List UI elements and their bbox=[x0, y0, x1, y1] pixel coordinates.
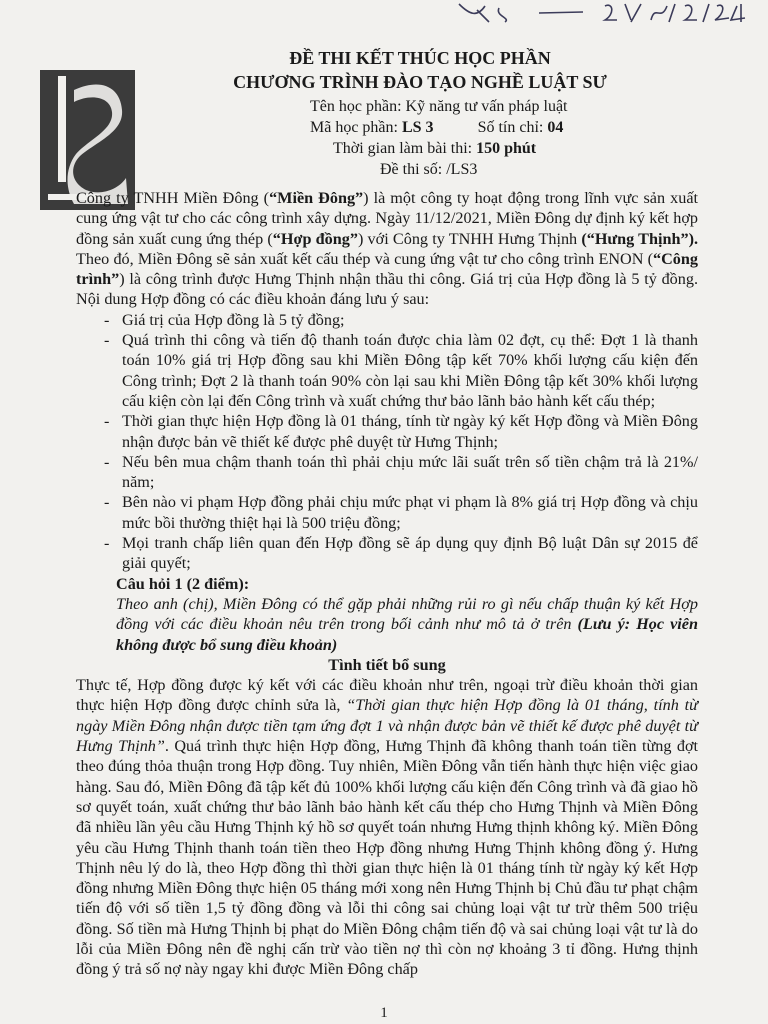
additional-facts-paragraph: Thực tế, Hợp đồng được ký kết với các điều khoản như trên, ngoại trừ điều khoản thời gian thực hiện Hợp đồng được chỉnh sửa là, “Thời gian thực hiện Hợp đồng là 01 tháng, tính từ ngày Miền Đông nhận được tiền tạm ứng đợt 1 và nhận được bản vẽ thiết kế được phê duyệt từ Hưng Thịnh”. Quá trình thực hiện Hợp đồng, Hưng Thịnh đã không thanh toán tiền từng đợt theo đúng thỏa thuận trong Hợp đồng. Tuy nhiên, Miền Đông vẫn tiến hành thực hiện việc giao hàng. Sau đó, Miền Đông đã tập kết đủ 100% khối lượng cấu kiện đến Công trình và đã giao hồ sơ quyết toán, xuất chứng thư bảo lãnh bảo hành kết cấu thép cho Hưng Thịnh và Miền Đông đã nhiều lần yêu cầu Hưng Thịnh ký hồ sơ quyết toán nhưng Hưng thịnh không ký. Miền Đông yêu cầu Hưng Thịnh thanh toán tiền theo Hợp đồng nhưng Hưng Thịnh không đồng ý. Hưng Thịnh nêu lý do là, theo Hợp đồng thì thời gian thực hiện là 01 tháng tính từ ngày ký kết Hợp đồng nhưng Miền Đông thực hiện 05 tháng mới xong nên Hưng Thịnh bị Chủ đầu tư phạt chậm tiến độ với số tiền 1,5 tỷ đồng đồng và lỗi thi công sai chủng loại vật tư trừ thêm 500 triệu đồng. Số tiền mà Hưng Thịnh bị phạt do Miền Đông chậm tiến độ và sai chủng loại vật tư là do lỗi của Miền Đông nên đề nghị cấn trừ vào tiền nợ thì còn nợ khoảng 3 tỉ đồng. Hưng thịnh đồng ý trả số nợ này ngay khi được Miền Đông chấp bbox=[76, 676, 698, 979]
time-label: Thời gian làm bài thi: bbox=[333, 140, 477, 157]
time-value: 150 phút bbox=[476, 140, 537, 157]
exam-number-label: Đề thi số: bbox=[380, 161, 447, 178]
clause-item: - Nếu bên mua chậm thanh toán thì phải chịu mức lãi suất trên số tiền chậm trả là 21%/ năm; bbox=[76, 452, 698, 493]
program-title: CHƯƠNG TRÌNH ĐÀO TẠO NGHỀ LUẬT SƯ bbox=[233, 72, 607, 92]
course-name-line bbox=[310, 97, 568, 117]
exam-number: /LS3 bbox=[446, 161, 478, 178]
clause-item: - Thời gian thực hiện Hợp đồng là 01 tháng, tính từ ngày ký kết Hợp đồng và Miền Đông nhận được bản vẽ thiết kế được phê duyệt từ Hưng Thịnh; bbox=[76, 411, 698, 452]
exam-body bbox=[76, 188, 698, 980]
credits-label: Số tín chỉ: bbox=[477, 119, 548, 136]
intro-paragraph: Công ty TNHH Miền Đông (“Miền Đông”) là một công ty hoạt động trong lĩnh vực sản xuất cung ứng vật tư cho các công trình xây dựng. Ngày 11/12/2021, Miền Đông dự định ký kết hợp đồng sản xuất cung ứng thép (“Hợp đồng”) với Công ty TNHH Hưng Thịnh (“Hưng Thịnh”). Theo đó, Miền Đông sẽ sản xuất kết cấu thép và cung ứng vật tư cho công trình ENON (“Công trình”) là công trình được Hưng Thịnh nhận thầu thi công. Giá trị của Hợp đồng là 5 tỷ đồng. Nội dung Hợp đồng có các điều khoản đáng lưu ý sau: bbox=[76, 189, 699, 309]
question-1-text: Theo anh (chị), Miền Đông có thể gặp phải những rủi ro gì nếu chấp thuận ký kết Hợp đồng với các điều khoản nêu trên trong bối cảnh như mô tả ở trên (Lưu ý: Học viên không được bổ sung điều khoản) bbox=[116, 594, 698, 654]
course-code: LS 3 bbox=[401, 119, 434, 136]
course-code-label: Mã học phần: bbox=[310, 119, 402, 136]
handwritten-note bbox=[455, 0, 755, 26]
question-1-heading: Câu hỏi 1 (2 điểm): bbox=[116, 574, 250, 593]
clause-item: - Quá trình thi công và tiến độ thanh toán được chia làm 02 đợt, cụ thể: Đợt 1 là thanh toán 10% giá trị Hợp đồng sau khi Miền Đông tập kết 70% khối lượng cấu kiện đến Công trình; Đợt 2 là thanh toán 90% còn lại sau khi Miền Đông tập kết 30% khối lượng cấu kiện còn lại đến Công trình và xuất chứng thư bảo lãnh bảo hành kết cấu thép; bbox=[76, 330, 698, 411]
clause-item: - Bên nào vi phạm Hợp đồng phải chịu mức phạt vi phạm là 8% giá trị Hợp đồng và chịu mức bồi thường thiệt hại là 500 triệu đồng; bbox=[76, 492, 698, 533]
additional-facts-heading: Tình tiết bổ sung bbox=[328, 655, 446, 674]
clause-item: - Mọi tranh chấp liên quan đến Hợp đồng sẽ áp dụng quy định Bộ luật Dân sự 2015 để giải quyết; bbox=[76, 533, 698, 574]
clause-item: - Giá trị của Hợp đồng là 5 tỷ đồng; bbox=[76, 310, 698, 330]
page-number: 1 bbox=[380, 1005, 388, 1021]
exam-title: ĐỀ THI KẾT THÚC HỌC PHẦN bbox=[289, 48, 551, 68]
course-name: Kỹ năng tư vấn pháp luật bbox=[405, 98, 568, 115]
credits: 04 bbox=[547, 119, 564, 136]
time-line bbox=[333, 139, 536, 159]
exam-number-line bbox=[380, 160, 477, 180]
course-name-label: Tên học phần: bbox=[310, 98, 406, 115]
course-code-line bbox=[310, 118, 563, 138]
